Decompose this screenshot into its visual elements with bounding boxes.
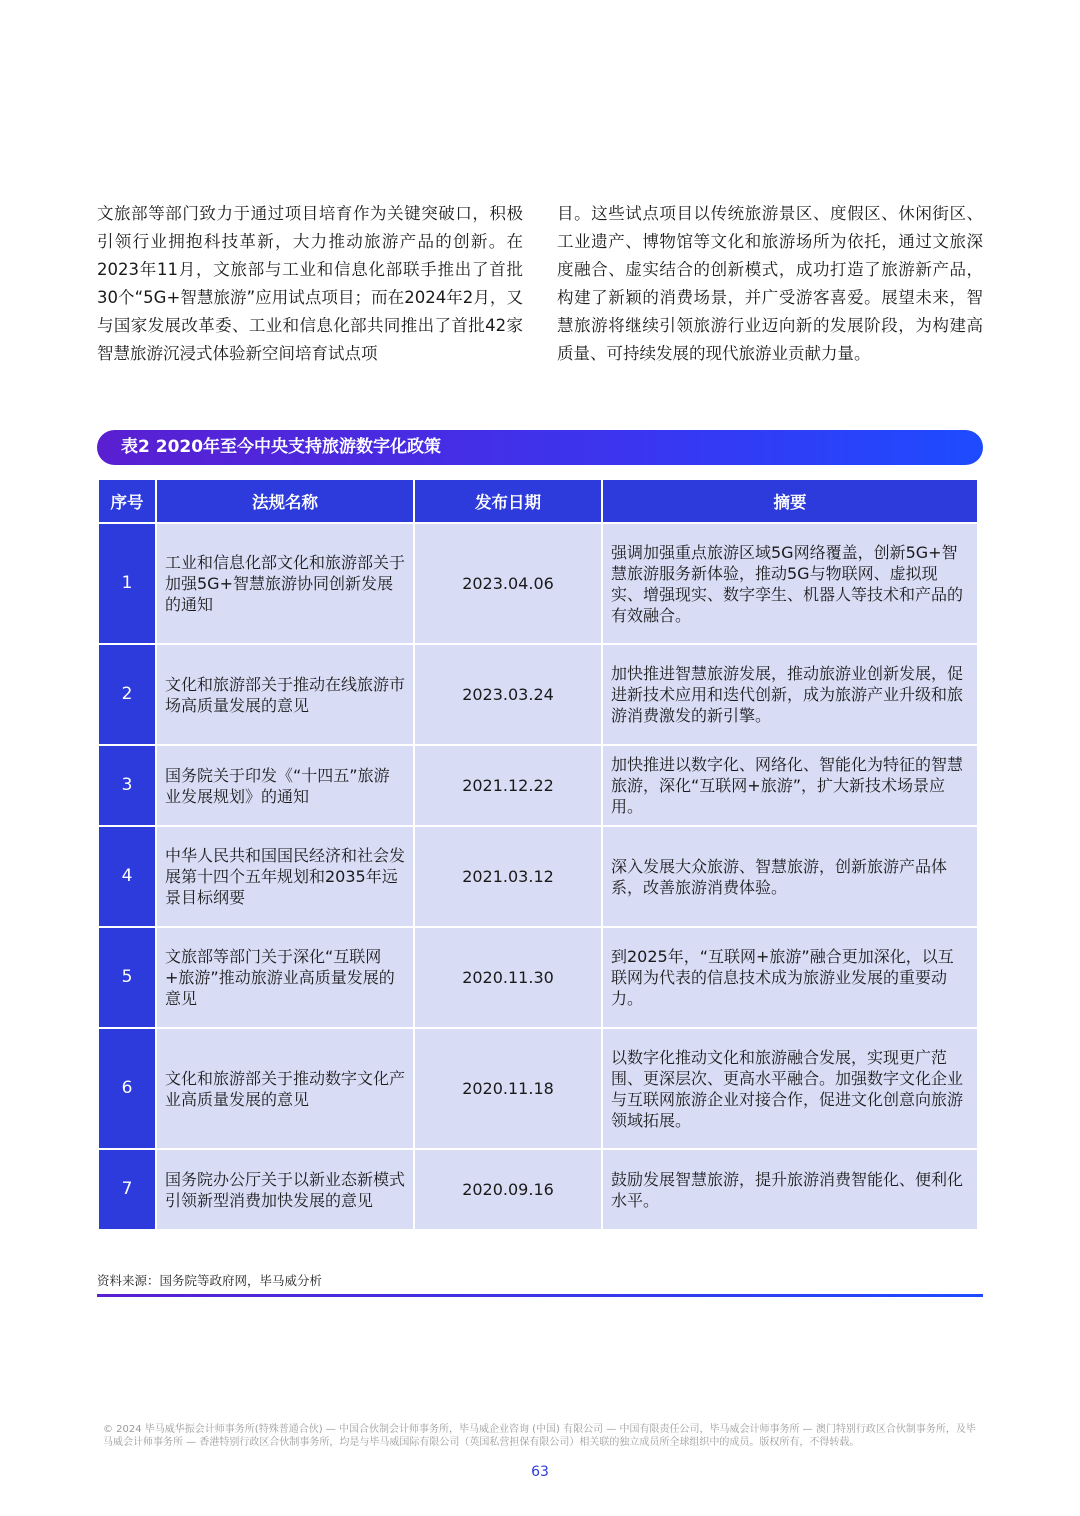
row-summary: 深入发展大众旅游、智慧旅游，创新旅游产品体系，改善旅游消费体验。 — [603, 827, 977, 926]
intro-right-column: 目。这些试点项目以传统旅游景区、度假区、休闲街区、工业遗产、博物馆等文化和旅游场所为依托，通过文旅深度融合、虚实结合的创新模式，成功打造了旅游新产品，构建了新颖的消费场景，并广受游客喜爱。展望未来，智慧旅游将继续引领旅游行业迈向新的发展阶段，为构建高质量、可持续发展的现代旅游业贡献力量。 — [557, 204, 983, 363]
row-name: 文化和旅游部关于推动在线旅游市场高质量发展的意见 — [157, 645, 413, 744]
table-row — [99, 524, 977, 643]
row-date: 2020.09.16 — [415, 1150, 601, 1229]
row-date: 2020.11.30 — [415, 928, 601, 1027]
row-no: 7 — [99, 1150, 155, 1229]
row-name: 工业和信息化部文化和旅游部关于加强5G+智慧旅游协同创新发展的通知 — [157, 524, 413, 643]
header-name: 法规名称 — [157, 480, 413, 522]
row-name: 国务院办公厅关于以新业态新模式引领新型消费加快发展的意见 — [157, 1150, 413, 1229]
row-no: 4 — [99, 827, 155, 926]
table-row — [99, 1029, 977, 1148]
table-row — [99, 928, 977, 1027]
row-name: 国务院关于印发《“十四五”旅游业发展规划》的通知 — [157, 746, 413, 825]
row-name: 中华人民共和国国民经济和社会发展第十四个五年规划和2035年远景目标纲要 — [157, 827, 413, 926]
row-date: 2021.12.22 — [415, 746, 601, 825]
row-name: 文化和旅游部关于推动数字文化产业高质量发展的意见 — [157, 1029, 413, 1148]
row-no: 3 — [99, 746, 155, 825]
table-header-row — [99, 480, 977, 522]
table-row — [99, 746, 977, 825]
table-title: 表2 2020年至今中央支持旅游数字化政策 — [97, 430, 983, 465]
row-no: 5 — [99, 928, 155, 1027]
row-no: 6 — [99, 1029, 155, 1148]
row-name: 文旅部等部门关于深化“互联网+旅游”推动旅游业高质量发展的意见 — [157, 928, 413, 1027]
row-summary: 到2025年，“互联网+旅游”融合更加深化，以互联网为代表的信息技术成为旅游业发展的重要动力。 — [603, 928, 977, 1027]
row-no: 2 — [99, 645, 155, 744]
row-summary: 以数字化推动文化和旅游融合发展，实现更广范围、更深层次、更高水平融合。加强数字文化企业与互联网旅游企业对接合作，促进文化创意向旅游领域拓展。 — [603, 1029, 977, 1148]
row-no: 1 — [99, 524, 155, 643]
row-date: 2023.04.06 — [415, 524, 601, 643]
page-number: 63 — [531, 1464, 549, 1480]
header-date: 发布日期 — [415, 480, 601, 522]
header-no: 序号 — [99, 480, 155, 522]
table-row — [99, 1150, 977, 1229]
row-date: 2023.03.24 — [415, 645, 601, 744]
intro-left-column: 文旅部等部门致力于通过项目培育作为关键突破口，积极引领行业拥抱科技革新，大力推动旅游产品的创新。在2023年11月，文旅部与工业和信息化部联手推出了首批30个“5G+智慧旅游”应用试点项目；而在2024年2月，又与国家发展改革委、工业和信息化部共同推出了首批42家智慧旅游沉浸式体验新空间培育试点项 — [97, 204, 523, 363]
table-row — [99, 645, 977, 744]
header-summary: 摘要 — [603, 480, 977, 522]
copyright-footer: © 2024 毕马威华振会计师事务所(特殊普通合伙) — 中国合伙制会计师事务所，毕马威企业咨询 (中国) 有限公司 — 中国有限责任公司，毕马威会计师事务所 — 澳门特别行政区合伙制事务所，及毕马威会计师事务所 — 香港特别行政区合伙制事务所，均是与毕马威国际有限公司（英国私营担保有限公司）相关联的独立成员所全球组织中的成员。版权所有，不得转载。 — [103, 1424, 976, 1448]
table-row — [99, 827, 977, 926]
policy-table — [97, 478, 979, 1231]
source-note: 资料来源：国务院等政府网，毕马威分析 — [97, 1273, 323, 1288]
row-summary: 鼓励发展智慧旅游，提升旅游消费智能化、便利化水平。 — [603, 1150, 977, 1229]
row-date: 2020.11.18 — [415, 1029, 601, 1148]
intro-text — [97, 200, 983, 368]
row-summary: 强调加强重点旅游区域5G网络覆盖，创新5G+智慧旅游服务新体验，推动5G与物联网、虚拟现实、增强现实、数字孪生、机器人等技术和产品的有效融合。 — [603, 524, 977, 643]
divider — [97, 1294, 983, 1297]
row-summary: 加快推进以数字化、网络化、智能化为特征的智慧旅游，深化“互联网+旅游”，扩大新技术场景应用。 — [603, 746, 977, 825]
row-summary: 加快推进智慧旅游发展，推动旅游业创新发展，促进新技术应用和迭代创新，成为旅游产业升级和旅游消费激发的新引擎。 — [603, 645, 977, 744]
row-date: 2021.03.12 — [415, 827, 601, 926]
